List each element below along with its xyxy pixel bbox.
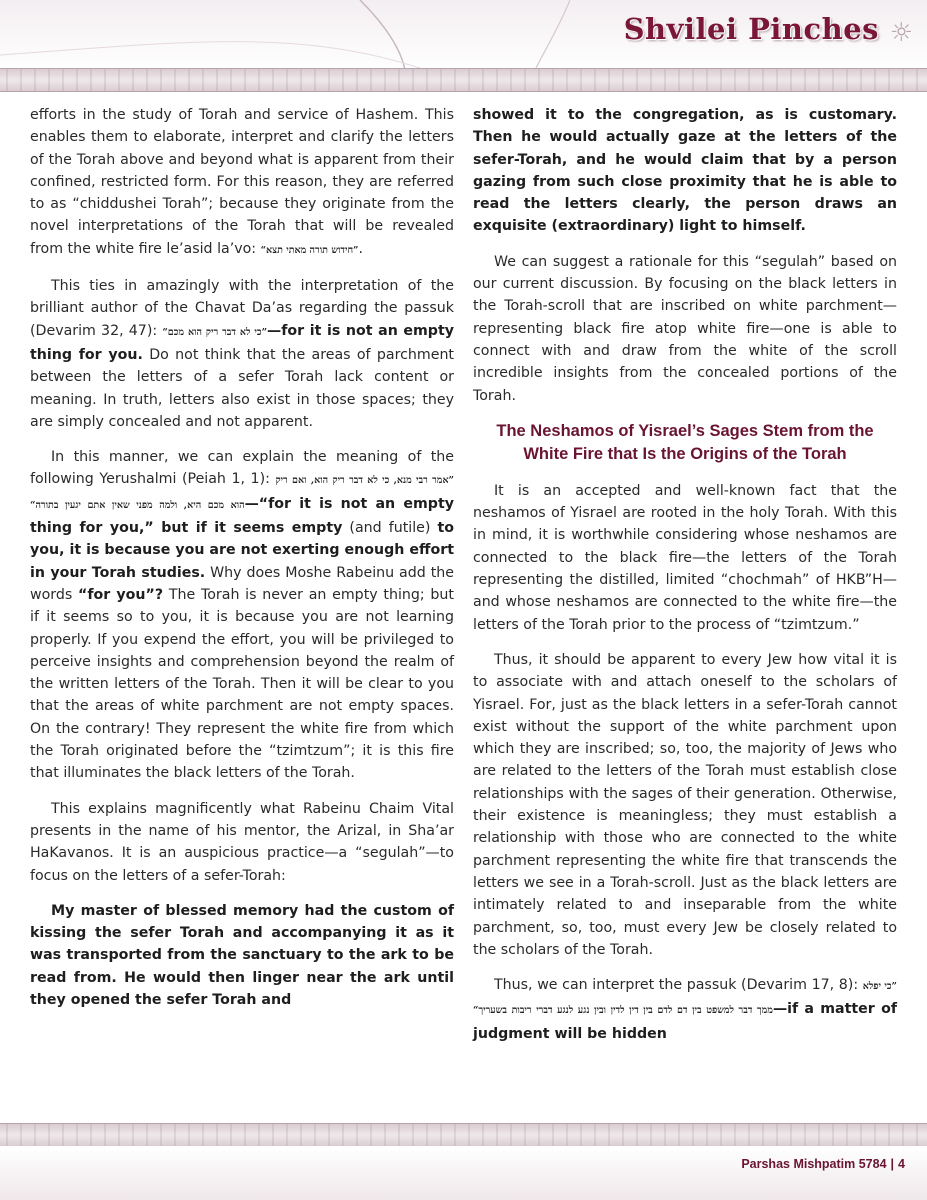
hebrew-quote: ”כי יפלא ממך דבר למשפט בין דם לדם בין דין לדין ובין נגע לנגע דברי ריבות בשעריך“ xyxy=(473,981,898,1017)
footer-separator: | xyxy=(890,1157,895,1171)
paragraph: We can suggest a rationale for this “segulah” based on our current discussion. By focusing on the black letters in the Torah-scroll that are inscribed on white parchment—representing black fire atop white fire—one is able to connect with and draw from the white of the scroll incredible insights from the concealed portions of the Torah. xyxy=(473,253,897,404)
footer-band xyxy=(0,1146,927,1200)
quoted-passage: My master of blessed memory had the custom of kissing the sefer Torah and accompanying it as it was transported from the sanctuary to the ark to be read from. He would then linger near the ark until they opened the sefer Torah and xyxy=(30,902,454,1008)
paragraph: In this manner, we can explain the meaning of the following Yerushalmi (Peiah 1, 1): ”אמר רבי מנא, כי לא דבר ריק הוא, ואם ריק הוא מכם היא, ולמה מפני שאין אתם יגעין בתורה“—“for it is not an empty thing for you,” but if it seems empty (and futile) to you, it is because you are not exerting enough effort in your Torah studies. Why does Moshe Rabeinu add the words “for you”? The Torah is never an empty thing; but if it seems so to you, it is because you are not learning properly. If you expend the effort, you will be privileged to perceive insights and comprehension beyond the realm of the written letters of the Torah. Then it will be clear to you that the areas of white parchment are not empty spaces. On the contrary! They represent the white fire from which the Torah originated before the “tzimtzum”; it is this fire that illuminates the black letters of the Torah. xyxy=(30,449,455,782)
paragraph: Thus, we can interpret the passuk (Devarim 17, 8): ”כי יפלא ממך דבר למשפט בין דם לדם בין דין לדין ובין נגע לנגע דברי ריבות בשעריך“—if a matter of judgment will be hidden xyxy=(473,977,898,1042)
hebrew-quote: ”חידוש תורה מאתי תצא“ xyxy=(260,244,359,256)
paragraph: It is an accepted and well-known fact that the neshamos of Yisrael are rooted in the holy Torah. With this in mind, it is worthwhile considering whose neshamos are connected to the black fire—the letters of the Torah representing the distilled, limited “chochmah” of HKB”H—and whose neshamos are connected to the white fire—the letters of the Torah prior to the process of “tzimtzum.” xyxy=(473,482,897,633)
page-number: 4 xyxy=(898,1157,905,1171)
bottom-ornament-border xyxy=(0,1123,927,1147)
quoted-passage: showed it to the congregation, as is customary. Then he would actually gaze at the letters of the sefer-Torah, and he would claim that by a person gazing from such close proximity that he is able to read the letters clearly, the person draws an exquisite (extraordinary) light to himself. xyxy=(473,107,897,235)
footer-page-info xyxy=(741,1157,905,1171)
hebrew-quote: ”אמר רבי מנא, כי לא דבר ריק הוא, ואם ריק הוא מכם היא, ולמה מפני שאין אתם יגעין בתורה“ xyxy=(30,475,455,511)
paragraph: This explains magnificently what Rabeinu Chaim Vital presents in the name of his mentor, the Arizal, in Sha’ar HaKavanos. It is an auspicious practice—a “segulah”—to focus on the letters of a sefer-Torah: xyxy=(30,800,454,884)
top-ornament-border xyxy=(0,68,927,92)
paragraph: This ties in amazingly with the interpretation of the brilliant author of the Chavat Da’as regarding the passuk (Devarim 32, 47): ”כי לא דבר ריק הוא מכם“—for it is not an empty thing for you. Do not think that the areas of parchment between the letters of a sefer Torah lack content or meaning. In truth, letters also exist in those spaces; they are simply concealed and not apparent. xyxy=(30,278,454,430)
section-heading: The Neshamos of Yisrael’s Sages Stem from the White Fire that Is the Origins of the Torah xyxy=(496,421,874,463)
publication-title: Shvilei Pinches xyxy=(623,12,879,46)
left-column xyxy=(30,104,454,1024)
hebrew-quote: ”כי לא דבר ריק הוא מכם“ xyxy=(162,326,268,338)
paragraph: efforts in the study of Torah and service of Hashem. This enables them to elaborate, interpret and clarify the letters of the Torah above and beyond what is apparent from their confined, restricted form. For this reason, they are referred to as “chiddushei Torah”; because they originate from the novel interpretations of the Torah that will be revealed from the white fire le’asid la’vo: ”חידוש תורה מאתי תצא“. xyxy=(30,107,454,257)
parsha-label: Parshas Mishpatim 5784 xyxy=(741,1157,887,1171)
paragraph: Thus, it should be apparent to every Jew how vital it is to associate with and attach oneself to the scholars of Yisrael. For, just as the black letters in a sefer-Torah cannot exist without the support of the white parchment upon which they are inscribed; so, too, the majority of Jews who are related to the letters of the Torah must establish close relationships with the sages of their generation. Otherwise, their existence is meaningless; they must establish a relationship with those who are connected to the white parchment representing the white fire that transcends the letters we see in a Torah-scroll. Just as the black letters are intimately related to and inseparable from the white parchment, so, too, must every Jew be closely related to the scholars of the Torah. xyxy=(473,651,897,958)
swirl-ornament-icon: ☼ xyxy=(889,18,913,48)
right-column xyxy=(473,104,897,1058)
